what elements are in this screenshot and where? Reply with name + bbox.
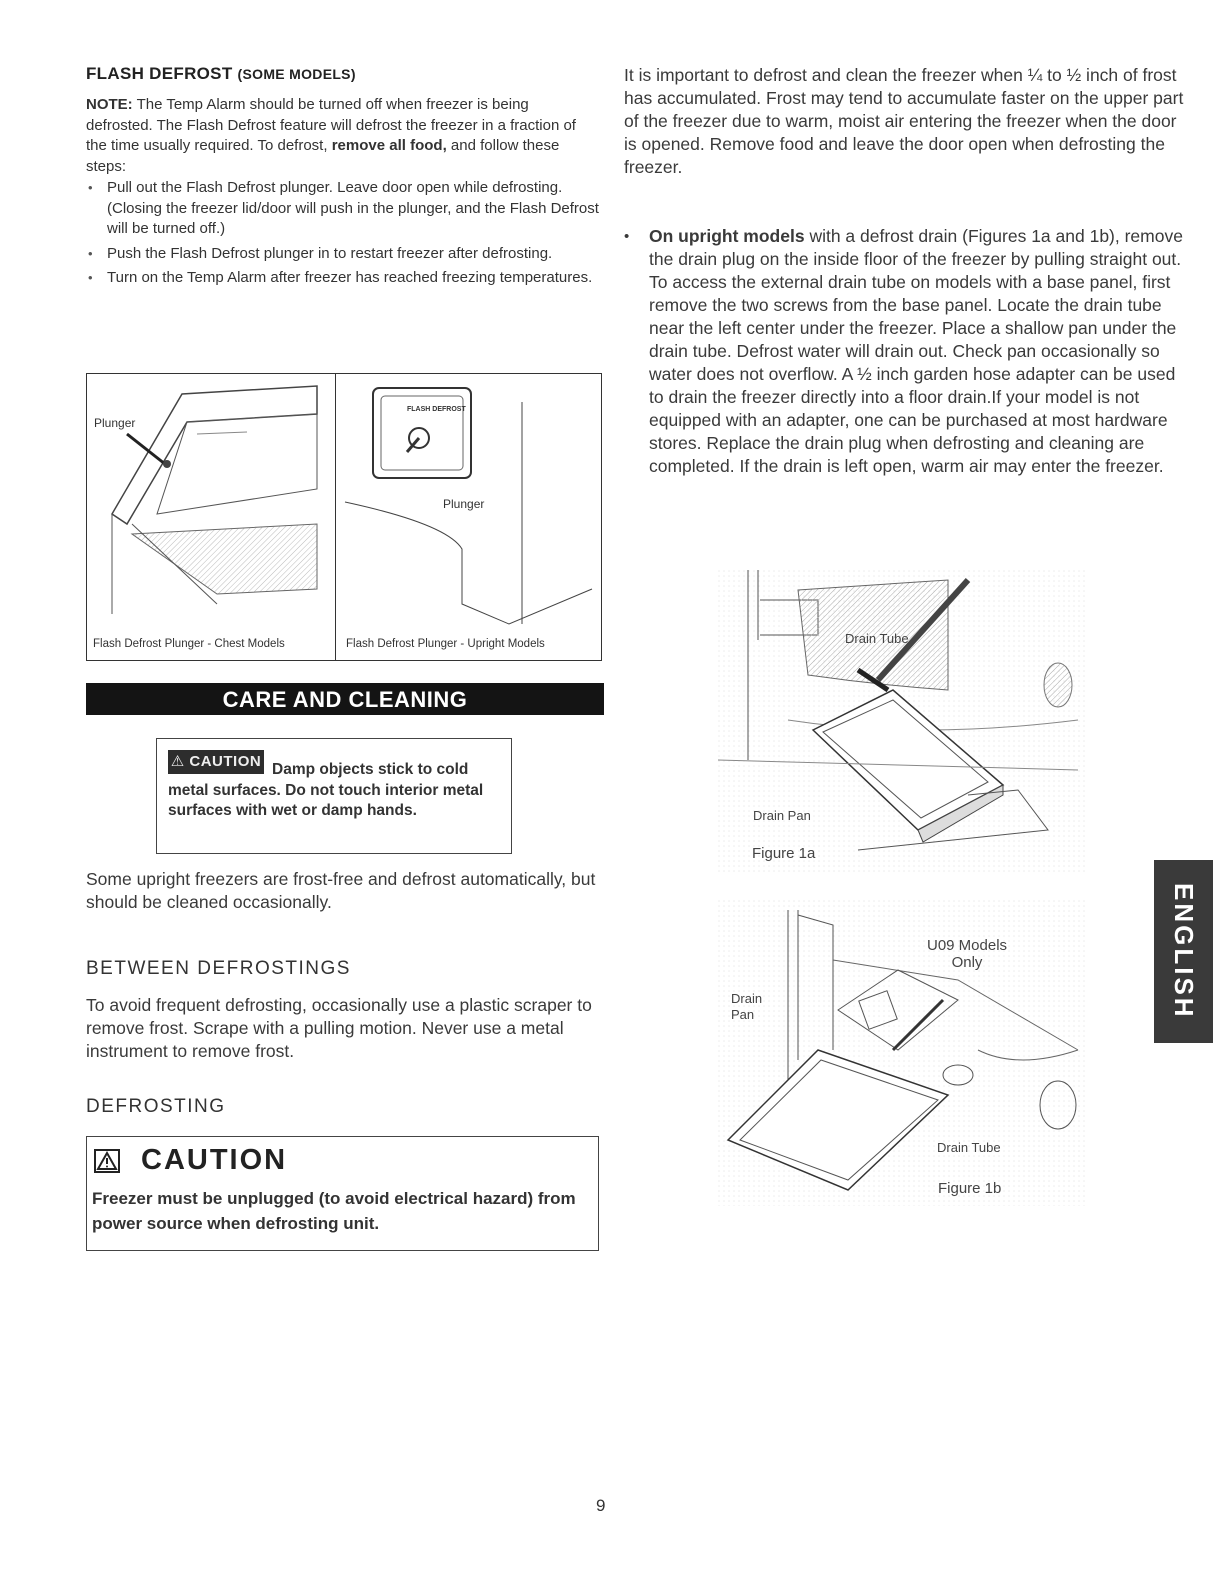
warning-triangle-icon (94, 1149, 120, 1173)
fig1b-models-line1: U09 Models (927, 937, 1008, 954)
caution-damp-rest: cold metal surfaces. Do not touch interior metal surfaces with wet or damp hands. (168, 761, 484, 819)
fig1b-caption: Figure 1b (938, 1180, 1002, 1197)
fig1b-drain-tube-label: Drain Tube (937, 1140, 1001, 1155)
flash-defrost-plate-label: FLASH DEFROST (407, 406, 466, 413)
chest-plunger-label: Plunger (94, 416, 136, 430)
list-item: • Push the Flash Defrost plunger in to restart freezer after defrosting. (88, 244, 553, 262)
note-text: The Temp Alarm should be turned off when freezer is being defrosted. The Flash Defrost feature will defrost the freezer in a fraction of the time usually required. To defrost, (86, 96, 576, 154)
upright-models-bold: On upright models (649, 226, 805, 246)
flash-defrost-heading (86, 64, 356, 84)
defrost-intro-paragraph: It is important to defrost and clean the freezer when ¼ to ½ inch of frost has accumulated. Frost may tend to accumulate faster on the upper part of the freezer due to warm, moist air entering the freezer when the door is opened. Remove food and leave the door open when defrosting the freezer. (624, 65, 1184, 177)
caution-badge-label: CAUTION (189, 753, 262, 770)
caution-title: CAUTION (141, 1144, 288, 1176)
figure-1a-illustration (718, 570, 1088, 872)
fig1a-drain-pan-label: Drain Pan (753, 808, 811, 823)
fig1b-models-label (927, 937, 1007, 971)
fig1b-drain-pan-label (731, 991, 762, 1023)
upright-models-item (624, 225, 1194, 478)
list-item: • Pull out the Flash Defrost plunger. Leave door open while defrosting. (Closing the freezer lid/door will push in the plunger, and the Flash Defrost will be turned off.) (88, 179, 599, 237)
upright-plunger-label: Plunger (443, 497, 485, 511)
english-side-tab-label: ENGLISH (1169, 883, 1199, 1020)
fig1b-models-line2: Only (951, 954, 983, 971)
flash-defrost-heading-suffix: (SOME MODELS) (237, 66, 356, 82)
fig1a-drain-tube-label: Drain Tube (845, 631, 909, 646)
upright-models-text: with a defrost drain (Figures 1a and 1b), remove the drain plug on the inside floor of the freezer by pulling straight out. To access the external drain tube on models with a base panel, first remove the two screws from the base panel. Locate the drain tube near the left center under the freezer. Place a shallow pan under the drain tube. Defrost water will drain out. Check pan occasionally so water does not overflow. A ½ inch garden hose adapter can be used to drain the freezer directly into a floor drain.If your model is not equipped with an adapter, one can be purchased at most hardware stores. Replace the drain plug when defrosting and cleaning are completed. If the drain is left open, warm air may enter the freezer. (649, 226, 1183, 476)
bullet-dot: • (624, 228, 630, 245)
fig1a-caption: Figure 1a (752, 845, 816, 862)
upright-figure-caption: Flash Defrost Plunger - Upright Models (346, 638, 545, 650)
plunger-figure-divider (335, 373, 336, 661)
warning-triangle-icon: ⚠ (170, 753, 185, 770)
note-bold: remove all food, (331, 137, 447, 154)
care-and-cleaning-banner: CARE AND CLEANING (86, 683, 604, 715)
flash-defrost-heading-main: FLASH DEFROST (86, 64, 233, 83)
between-defrostings-paragraph: To avoid frequent defrosting, occasionally use a plastic scraper to remove frost. Scrape with a pulling motion. Never use a metal instrument to remove frost. (86, 995, 592, 1061)
figure-1b-illustration (718, 900, 1088, 1206)
list-item: • Turn on the Temp Alarm after freezer has reached freezing temperatures. (88, 269, 593, 286)
fig1b-drain-pan-line1: Drain (731, 991, 763, 1006)
flash-defrost-steps (86, 178, 601, 293)
chest-figure-caption: Flash Defrost Plunger - Chest Models (93, 638, 285, 650)
note-paragraph (86, 95, 596, 177)
between-defrostings-heading: BETWEEN DEFROSTINGS (86, 958, 351, 979)
chest-plunger-illustration (87, 374, 334, 634)
page-number: 9 (596, 1496, 606, 1515)
frost-free-paragraph: Some upright freezers are frost-free and defrost automatically, but should be cleaned occasionally. (86, 869, 596, 912)
fig1b-drain-pan-line2: Pan (731, 1007, 755, 1022)
caution-damp-text (168, 760, 498, 822)
note-label: NOTE: (86, 96, 133, 113)
note-tail: and follow these steps: (86, 137, 560, 175)
defrosting-heading: DEFROSTING (86, 1096, 226, 1117)
caution-damp-first: Damp objects stick to (272, 761, 433, 778)
caution-unplug-text: Freezer must be unplugged (to avoid electrical hazard) from power source when defrosting unit. (92, 1189, 576, 1233)
